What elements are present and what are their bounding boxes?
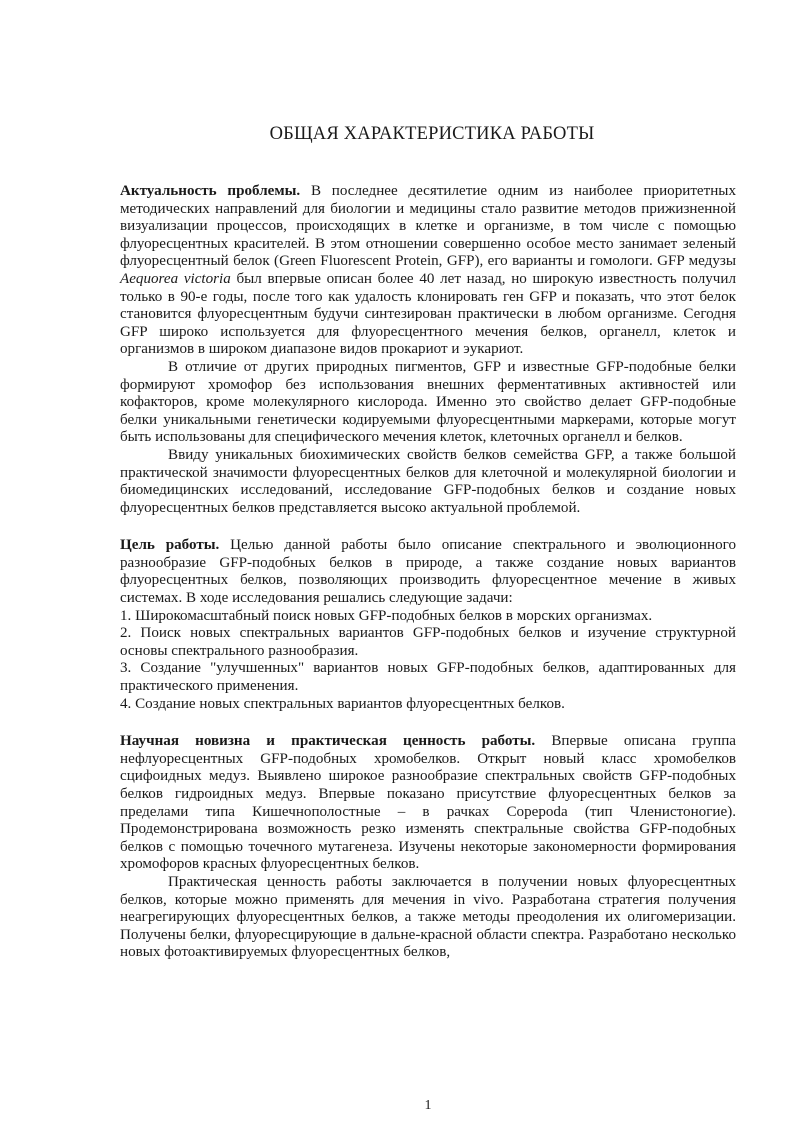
- novelty-section: [120, 733, 736, 962]
- novelty-heading: Научная новизна и практическая ценность работы.: [120, 733, 536, 750]
- practical-paragraph: Практическая ценность работы заключается в получении новых флуоресцентных белков, которые можно применять для мечения in vivo. Разработана стратегия получения неагрегирующих флуоресцентных белков, а также методы преодоления их олигомеризации. Получены белки, флуоресцирующие в дальне-красной области спектра. Разработано несколько новых фотоактивируемых флуоресцентных белков,: [120, 873, 736, 961]
- task-item-4: 4. Создание новых спектральных вариантов флуоресцентных белков.: [120, 695, 565, 712]
- relevance-text-b: был впервые описан более 40 лет назад, но широкую известность получил только в 90-е годы, после того как удалость клонировать ген GFP и показать, что этот белок становится флуоресцентным будучи синтезирован практически в любом организме. Сегодня GFP широко используется для флуоресцентного мечения белков, органелл, клеток и организмов в широком диапазоне видов прокариот и эукариот.: [120, 270, 736, 358]
- relevance-heading: Актуальность проблемы.: [120, 183, 301, 199]
- relevance-text-a: В последнее десятилетие одним из наиболее приоритетных методических направлений для биологии и медицины стало развитие методов прижизненной визуализации процессов, происходящих в клетке и организме, в том числе с помощью флуоресцентных красителей. В этом отношении совершенно особое место занимает зеленый флуоресцентный белок (Green Fluorescent Protein, GFP), его варианты и гомологи. GFP медузы: [120, 183, 736, 270]
- page-title: ОБЩАЯ ХАРАКТЕРИСТИКА РАБОТЫ: [269, 124, 595, 144]
- relevance-paragraph-1: [120, 183, 736, 359]
- task-item-2: 2. Поиск новых спектральных вариантов GFP-подобных белков и изучение структурной основы спектрального разнообразия.: [120, 625, 736, 659]
- novelty-text: Впервые описана группа нефлуоресцентных GFP-подобных хромобелков. Открыт новый класс хромобелков сцифоидных медуз. Выявлено широкое разнообразие спектральных свойств GFP-подобных белков гидроидных медуз. Впервые показано присутствие флуоресцентных белков за пределами типа Кишечнополостные – в рачках Copepoda (тип Членистоногие). Продемонстрирована возможность резко изменять спектральные свойства GFP-подобных белков с помощью точечного мутагенеза. Изучены некоторые закономерности формирования хромофоров красных флуоресцентных белков.: [120, 733, 736, 873]
- relevance-section: [120, 183, 736, 517]
- novelty-paragraph: [120, 733, 736, 874]
- task-item-1: 1. Широкомасштабный поиск новых GFP-подобных белков в морских организмах.: [120, 607, 653, 624]
- goal-text: Целью данной работы было описание спектрального и эволюционного разнообразие GFP-подобных белков в природе, а также создание новых вариантов флуоресцентных белков, позволяющих производить флуоресцентное мечение в живых системах. В ходе исследования решались следующие задачи:: [120, 537, 736, 607]
- task-item-3: 3. Создание "улучшенных" вариантов новых GFP-подобных белков, адаптированных для практического применения.: [120, 660, 736, 695]
- goal-paragraph: [120, 537, 736, 607]
- species-name: Aequorea victoria: [120, 270, 231, 287]
- goal-heading: Цель работы.: [120, 537, 220, 554]
- relevance-paragraph-2: В отличие от других природных пигментов, GFP и известные GFP-подобные белки формируют хромофор без использования внешних ферментативных активностей или кофакторов, кроме молекулярного кислорода. Именно это свойство делает GFP-подобные белки уникальными генетически кодируемыми флуоресцентными маркерами, которые могут быть использованы для специфического мечения клеток, клеточных органелл и белков.: [120, 358, 736, 446]
- relevance-paragraph-3: Ввиду уникальных биохимических свойств белков семейства GFP, а также большой практической значимости флуоресцентных белков для клеточной и молекулярной биологии и биомедицинских исследований, исследование GFP-подобных белков и создание новых флуоресцентных белков представляется высоко актуальной проблемой.: [120, 446, 736, 516]
- page-number: 1: [424, 1098, 432, 1113]
- goal-section: [120, 537, 736, 713]
